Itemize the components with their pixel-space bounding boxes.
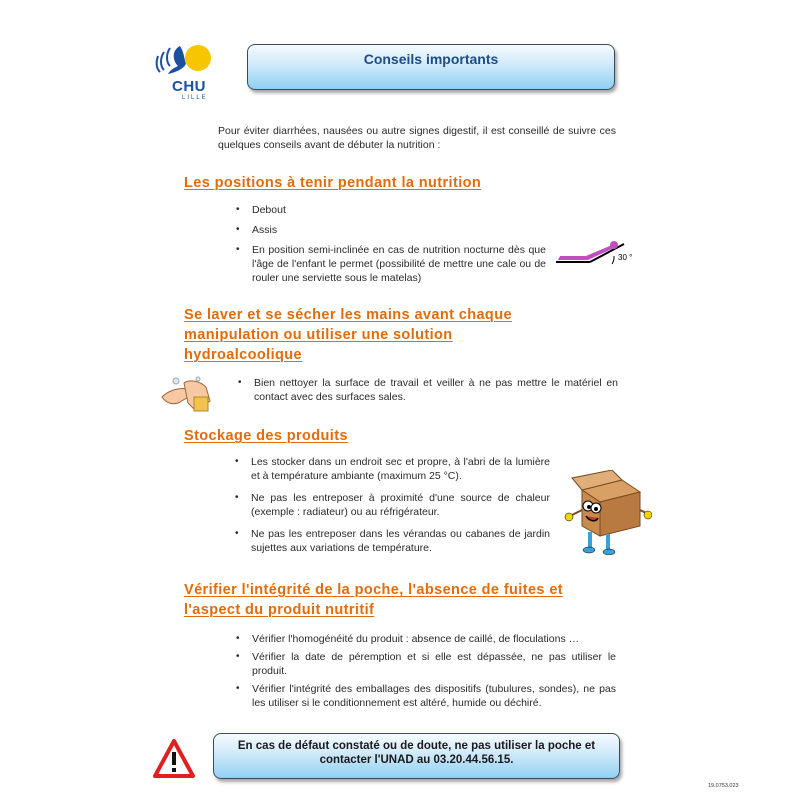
heading-line: l'aspect du produit nutritif	[184, 602, 375, 618]
heading-line: Se laver et se sécher les mains avant chaque	[184, 307, 512, 323]
list-item: • Bien nettoyer la surface de travail et veiller à ne pas mettre le matériel en contact avec des surfaces sales.	[238, 376, 618, 404]
list-item: • Vérifier l'homogénéité du produit : absence de caillé, de floculations …	[236, 632, 616, 646]
warning-triangle-icon	[152, 738, 196, 780]
heading-line: manipulation ou utiliser une solution	[184, 327, 453, 343]
list-item: • Debout	[236, 203, 546, 217]
section-heading-integrity	[184, 580, 624, 620]
heading-line: Vérifier l'intégrité de la poche, l'absence de fuites et	[184, 582, 564, 598]
list-item: • Vérifier l'intégrité des emballages des dispositifs (tubulures, sondes), ne pas les utiliser si le conditionnement est altéré, humide ou déchiré.	[236, 682, 616, 710]
section-heading-hands	[184, 305, 604, 365]
list-item: • Les stocker dans un endroit sec et propre, à l'abri de la lumière et à température ambiante (maximum 25 °C).	[235, 455, 550, 483]
hand-washing-icon	[158, 373, 214, 415]
section-heading-positions: Les positions à tenir pendant la nutrition	[184, 175, 482, 191]
header-banner	[247, 44, 615, 90]
reclined-bed-icon	[552, 238, 642, 270]
cardboard-box-character-icon	[562, 470, 652, 555]
list-item: • Ne pas les entreposer dans les vérandas ou cabanes de jardin sujettes aux variations de température.	[235, 527, 550, 555]
hands-list	[238, 376, 618, 404]
alert-text	[222, 739, 611, 767]
integrity-list	[236, 632, 616, 710]
storage-list	[235, 455, 550, 555]
alert-box	[213, 733, 620, 779]
alert-line: En cas de défaut constaté ou de doute, ne pas utiliser la poche et	[237, 740, 596, 752]
heading-line: hydroalcoolique	[184, 347, 302, 363]
intro-text: Pour éviter diarrhées, nausées ou autre signes digestif, il est conseillé de suivre ces quelques conseils avant de débuter la nutrition :	[218, 125, 616, 151]
list-item: • Ne pas les entreposer à proximité d'une source de chaleur (exemple : radiateur) ou au réfrigérateur.	[235, 491, 550, 519]
list-item: • Assis	[236, 223, 546, 237]
logo-text: CHU	[172, 78, 206, 95]
positions-list	[236, 203, 546, 285]
document-reference: 19.0753.023	[708, 783, 739, 789]
logo-subtext: LILLE	[182, 95, 208, 101]
page-title: Conseils importants	[363, 51, 499, 67]
alert-line: contacter l'UNAD au 03.20.44.56.15.	[319, 754, 514, 766]
list-item: • En position semi-inclinée en cas de nutrition nocturne dès que l'âge de l'enfant le permet (possibilité de mettre une cale ou de rouler une serviette sous le matelas)	[236, 243, 546, 285]
angle-label: 30 °	[618, 253, 633, 262]
section-heading-storage: Stockage des produits	[184, 428, 348, 444]
list-item: • Vérifier la date de péremption et si elle est dépassée, ne pas utiliser le produit.	[236, 650, 616, 678]
